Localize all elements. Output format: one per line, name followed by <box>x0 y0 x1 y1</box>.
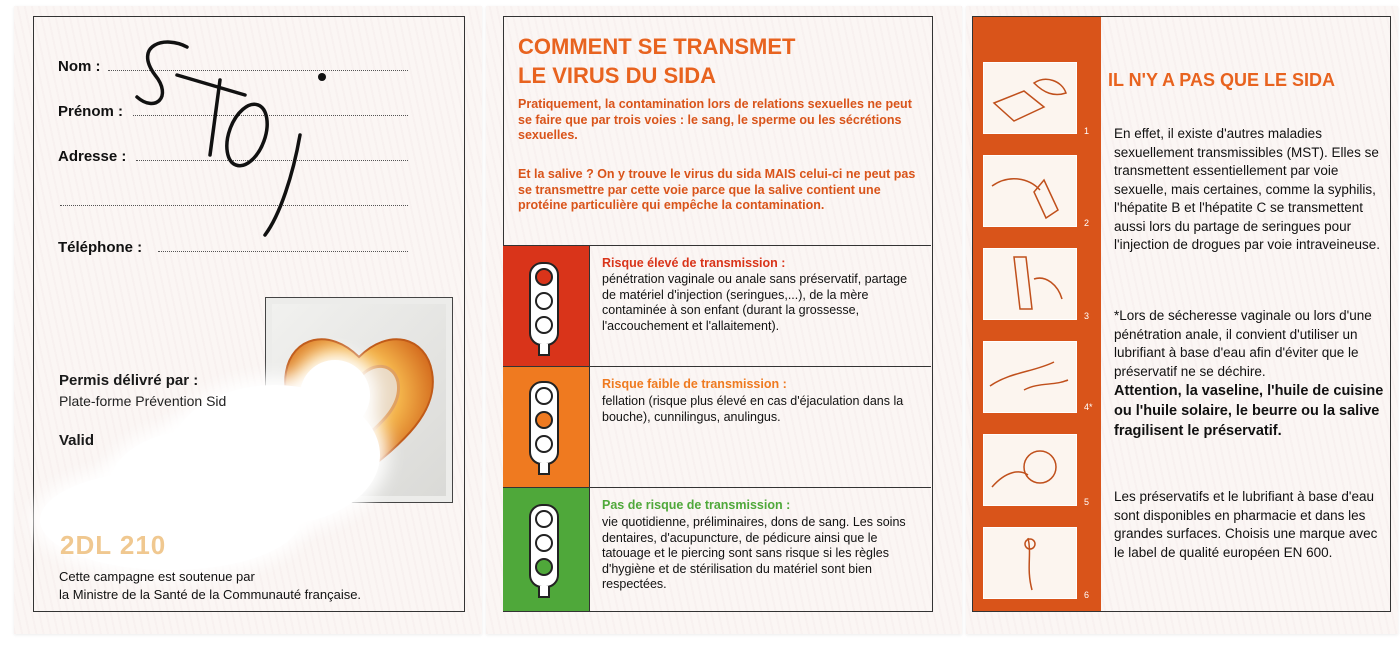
step-illustration <box>983 248 1077 320</box>
step-number: 5 <box>1084 497 1090 507</box>
knotted-condom-icon <box>984 528 1076 598</box>
lubricant-note: *Lors de sécheresse vaginale ou lors d'une pénétration anale, il convient d'utiliser un lubrifiant à base d'eau afin d'éviter que le préservatif ne se déchire. <box>1114 308 1372 379</box>
telephone-field <box>158 251 408 252</box>
step-illustration <box>983 434 1077 506</box>
handwritten-signature <box>125 35 355 245</box>
risk-title: Pas de risque de transmission : <box>602 498 791 512</box>
transmission-title <box>518 32 795 90</box>
hand-removing-icon <box>984 435 1076 505</box>
permit-label: Permis délivré par : <box>59 372 199 389</box>
std-paragraph: En effet, il existe d'autres maladies sexuellement transmissibles (MST). Elles se transmettent essentiellement par voie sexuelle, mais certaines, comme la syphilis, l'hépatite B et l'hépatite C se transmettent aussi lors du partage de seringues pour l'injection de drogues par voie intraveineuse. <box>1114 126 1380 252</box>
traffic-light-icon <box>529 262 559 346</box>
saliva-paragraph: Et la salive ? On y trouve le virus du sida MAIS celui-ci ne peut pas se transmettre par cette voie parce que la salive contient une protéine particulière qui empêche la contamination. <box>518 167 916 212</box>
risk-text: fellation (risque plus élevé en cas d'éjaculation dans la bouche), cunnilingus, anulingus. <box>602 394 904 424</box>
green-lamp <box>535 316 553 334</box>
step-illustration <box>983 62 1077 134</box>
hand-pinching-tip-icon <box>984 156 1076 226</box>
risk-row-low <box>503 366 931 488</box>
divider <box>589 488 590 611</box>
orange-lamp <box>535 411 553 429</box>
risk-swatch-orange <box>503 367 589 488</box>
campaign-line: la Ministre de la Santé de la Communauté française. <box>59 587 362 602</box>
redaction-blot <box>300 360 370 430</box>
risk-text: vie quotidienne, préliminaires, dons de sang. Les soins dentaires, d'acupuncture, de pédicure ainsi que le tatouage et le piercing sont sans risque si les règles d'hygiène et de stérilisation du matériel sont bien respectées. <box>602 515 906 591</box>
step-number: 1 <box>1084 126 1090 136</box>
prenom-label: Prénom : <box>58 103 124 120</box>
risk-title: Risque faible de transmission : <box>602 377 787 391</box>
step-number: 2 <box>1084 218 1090 228</box>
orange-lamp <box>535 292 553 310</box>
risk-row-none <box>503 487 931 611</box>
risk-title: Risque élevé de transmission : <box>602 256 786 270</box>
title-line: COMMENT SE TRANSMET <box>518 34 796 59</box>
std-title: IL N'Y A PAS QUE LE SIDA <box>1108 70 1335 90</box>
traffic-light-icon <box>529 504 559 588</box>
permit-value: Plate-forme Prévention Sid <box>59 393 227 409</box>
step-illustration <box>983 527 1077 599</box>
light-stem <box>538 344 550 356</box>
red-lamp <box>535 387 553 405</box>
redaction-blot <box>110 430 290 540</box>
traffic-light-icon <box>529 381 559 465</box>
lubricant-paragraph <box>1114 307 1384 441</box>
campaign-line: Cette campagne est soutenue par <box>59 569 255 584</box>
risk-swatch-red <box>503 246 589 367</box>
telephone-label: Téléphone : <box>58 239 143 256</box>
hand-opening-wrapper-icon <box>984 63 1076 133</box>
risk-row-high <box>503 245 931 367</box>
hand-applying-lubricant-icon <box>984 342 1076 412</box>
hand-unrolling-icon <box>984 249 1076 319</box>
intro-paragraph: Pratiquement, la contamination lors de relations sexuelles ne peut se faire que par trois voies : le sang, le sperme ou les sécrétions sexuelles. <box>518 97 912 142</box>
green-lamp <box>535 558 553 576</box>
campaign-note <box>59 568 361 604</box>
step-illustration <box>983 341 1077 413</box>
divider <box>589 367 590 488</box>
divider <box>589 246 590 367</box>
availability-paragraph: Les préservatifs et le lubrifiant à base d'eau sont disponibles en pharmacie et dans les grandes surfaces. Choisis une marque avec le label de qualité européen EN 600. <box>1114 489 1378 560</box>
adresse-label: Adresse : <box>58 148 127 165</box>
step-number: 6 <box>1084 590 1090 600</box>
card-number: 2DL 210 <box>60 530 167 560</box>
risk-swatch-green <box>503 488 589 611</box>
title-line: LE VIRUS DU SIDA <box>518 63 717 88</box>
step-number: 4* <box>1084 402 1093 412</box>
light-stem <box>538 463 550 475</box>
step-number: 3 <box>1084 311 1090 321</box>
green-lamp <box>535 435 553 453</box>
step-illustration <box>983 155 1077 227</box>
nom-label: Nom : <box>58 58 101 75</box>
risk-text: pénétration vaginale ou anale sans préservatif, partage de matériel d'injection (seringues,...), de la mère contaminée à son enfant (durant la grossesse, l'accouchement et l'allaitement). <box>602 272 908 333</box>
red-lamp <box>535 510 553 528</box>
orange-lamp <box>535 534 553 552</box>
warning-note: Attention, la vaseline, l'huile de cuisine ou l'huile solaire, le beurre ou la salive fragilisent le préservatif. <box>1114 383 1384 439</box>
red-lamp <box>535 268 553 286</box>
light-stem <box>538 586 550 598</box>
validity-label: Valid <box>59 432 95 449</box>
